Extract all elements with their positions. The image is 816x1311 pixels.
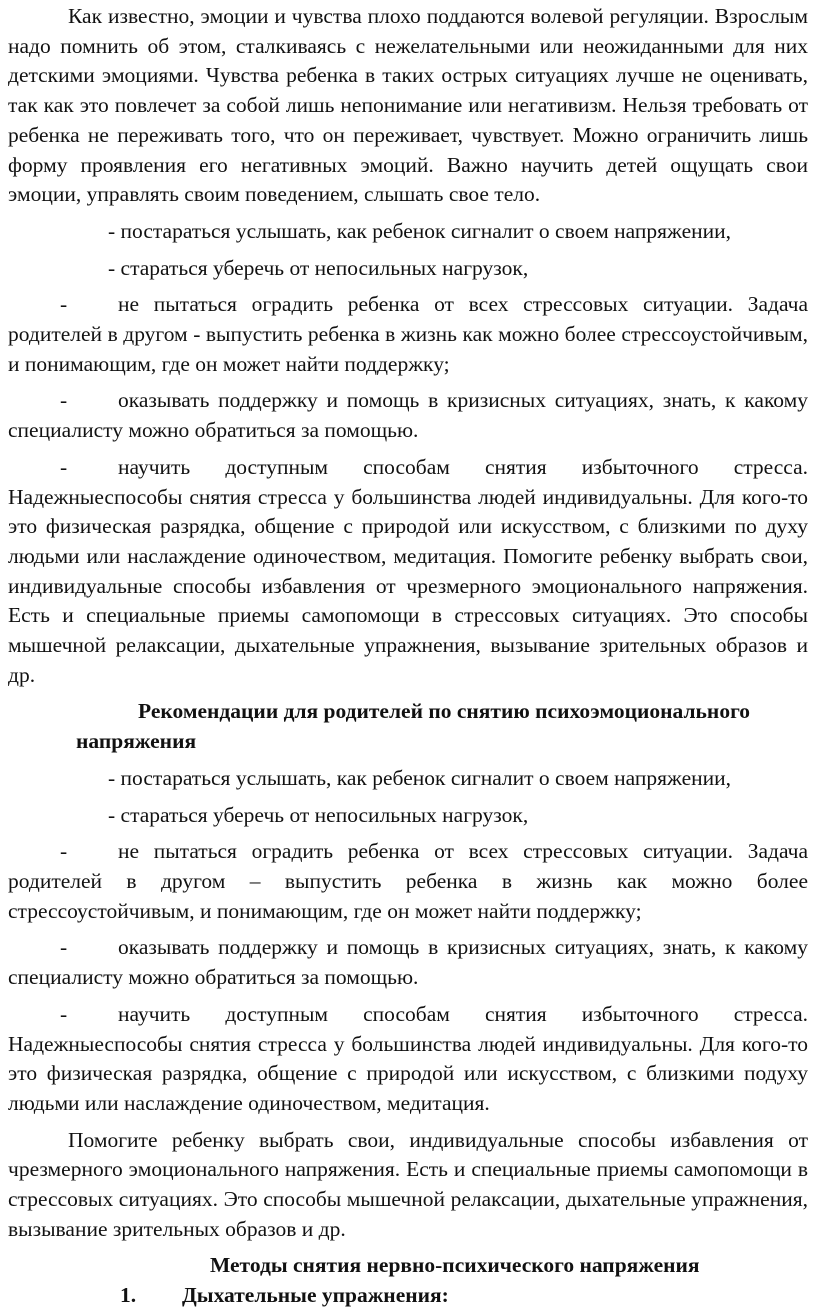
body-paragraph: Помогите ребенку выбрать свои, индивидуальные способы избавления от чрезмерного эмоционального напряжения. Есть и специальные приемы самопомощи в стрессовых ситуациях. Это способы мышечной релаксации, дыхательные упражнения, вызывание зрительных образов и др.: [8, 1127, 808, 1241]
list-dash: -: [60, 388, 68, 413]
heading-number: 1.: [120, 1283, 137, 1308]
list-item: [8, 837, 808, 926]
numbered-heading: [8, 1281, 808, 1311]
section-heading: Методы снятия нервно-психического напряжения: [210, 1253, 700, 1278]
list-item: [8, 933, 808, 992]
list-dash: -: [60, 292, 68, 317]
list-item-text: оказывать поддержку и помощь в кризисных ситуациях, знать, к какому специалисту можно обратиться за помощью.: [8, 388, 808, 443]
section-heading: Рекомендации для родителей по снятию психоэмоционального напряжения: [76, 699, 751, 754]
list-item: [8, 1000, 808, 1119]
list-item-text: научить доступным способам снятия избыточного стресса. Надежныеспособы снятия стресса у большинства людей индивидуальны. Для кого-то это физическая разрядка, общение с природой или искусством, с близкими подуху людьми или наслаждение одиночеством, медитация.: [8, 1001, 808, 1115]
list-item-text: научить доступным способам снятия избыточного стресса. Надежныеспособы снятия стресса у большинства людей индивидуальны. Для кого-то это физическая разрядка, общение с природой или искусством, с близкими по духу людьми или наслаждение одиночеством, медитация. Помогите ребенку выбрать свои, индивидуальные способы избавления от чрезмерного эмоционального напряжения. Есть и специальные приемы самопомощи в стрессовых ситуациях. Это способы мышечной релаксации, дыхательные упражнения, вызывание зрительных образов и др.: [8, 454, 808, 687]
list-item-text: не пытаться оградить ребенка от всех стрессовых ситуации. Задача родителей в другом – выпустить ребенка в жизнь как можно более стрессоустойчивым, и понимающим, где он может найти поддержку;: [8, 839, 808, 923]
list-item: - постараться услышать, как ребенок сигналит о своем напряжении,: [108, 218, 732, 243]
intro-paragraph: Как известно, эмоции и чувства плохо поддаются волевой регуляции. Взрослым надо помнить об этом, сталкиваясь с нежелательными или неожиданными для них детскими эмоциями. Чувства ребенка в таких острых ситуациях лучше не оценивать, так как это повлечет за собой лишь непонимание или негативизм. Нельзя требовать от ребенка не переживать того, что он переживает, чувствует. Можно ограничить лишь форму проявления его негативных эмоций. Важно научить детей ощущать свои эмоции, управлять своим поведением, слышать свое тело.: [8, 4, 808, 207]
list-item: [8, 453, 808, 691]
list-item-text: оказывать поддержку и помощь в кризисных ситуациях, знать, к какому специалисту можно обратиться за помощью.: [8, 935, 808, 990]
list-item: - постараться услышать, как ребенок сигналит о своем напряжении,: [108, 765, 732, 790]
list-item: [8, 386, 808, 445]
list-dash: -: [60, 935, 68, 960]
list-item-text: не пытаться оградить ребенка от всех стрессовых ситуации. Задача родителей в другом - выпустить ребенка в жизнь как можно более стрессоустойчивым, и понимающим, где он может найти поддержку;: [8, 292, 808, 376]
list-item: [8, 290, 808, 379]
list-item: - стараться уберечь от непосильных нагрузок,: [108, 802, 529, 827]
list-dash: -: [60, 1001, 68, 1026]
list-item: - стараться уберечь от непосильных нагрузок,: [108, 255, 529, 280]
list-dash: -: [60, 454, 68, 479]
numbered-heading-text: Дыхательные упражнения:: [182, 1283, 449, 1308]
list-dash: -: [60, 839, 68, 864]
